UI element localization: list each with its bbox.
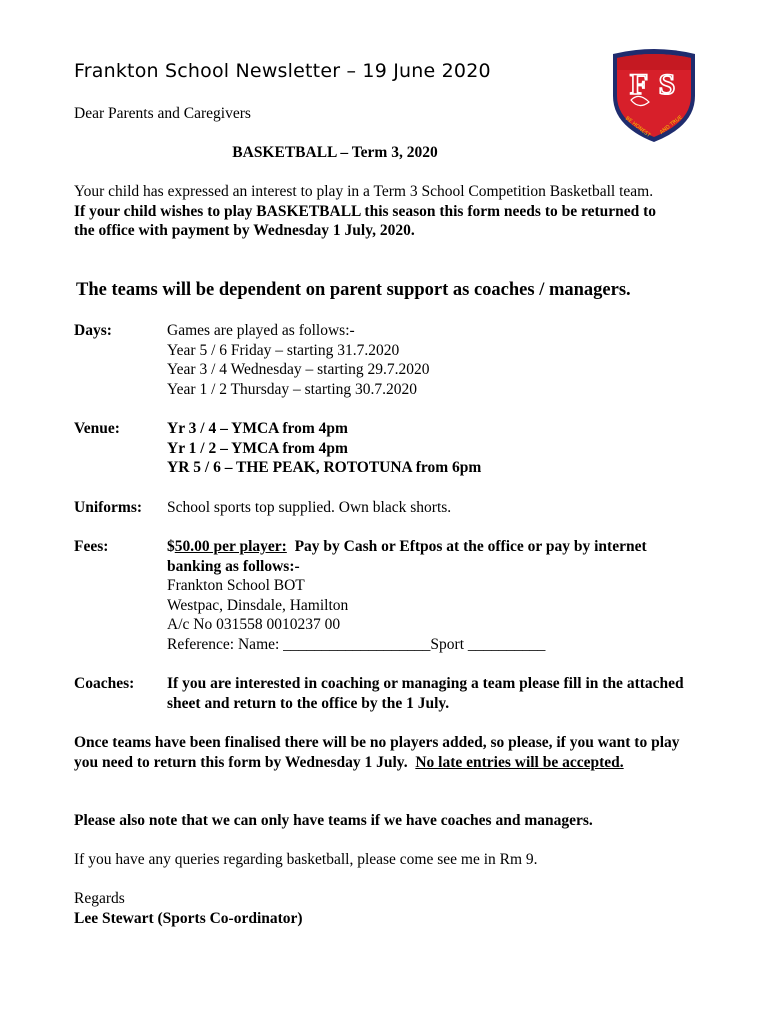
coaches-label: Coaches:: [74, 675, 135, 692]
coaches-text: If you are interested in coaching or managing a team please fill in the attached sheet and return to the office by the 1 July.: [167, 675, 684, 712]
teams-notice: The teams will be dependent on parent support as coaches / managers.: [76, 280, 631, 300]
fees-line: Frankton School BOT: [167, 577, 305, 595]
regards: Regards: [74, 890, 125, 907]
days-line: Year 1 / 2 Thursday – starting 30.7.2020: [167, 380, 417, 398]
days-values: [167, 321, 687, 399]
svg-text:F: F: [629, 68, 649, 101]
heading-text: BASKETBALL – Term 3, 2020: [232, 144, 438, 161]
venue-line: YR 5 / 6 – THE PEAK, ROTOTUNA from 6pm: [167, 459, 482, 477]
uniforms-text: School sports top supplied. Own black shorts.: [167, 499, 452, 516]
no-late-entries: No late entries will be accepted.: [415, 753, 624, 771]
greeting: Dear Parents and Caregivers: [74, 105, 251, 122]
svg-text:AND TRUE: AND TRUE: [658, 114, 684, 136]
intro-text: Your child has expressed an interest to play in a Term 3 School Competition Basketball team.: [74, 183, 654, 200]
coaches-note: Please also note that we can only have teams if we have coaches and managers.: [74, 812, 593, 829]
fees-line: A/c No 031558 0010237 00: [167, 616, 341, 634]
intro-bold-text: If your child wishes to play BASKETBALL this season this form needs to be returned to the office with payment by Wednesday 1 July, 2020.: [74, 202, 657, 240]
school-crest-logo: [609, 48, 699, 144]
page-title: Frankton School Newsletter – 19 June 2020: [74, 60, 491, 82]
fees-dollar: $: [167, 538, 175, 555]
uniforms-label: Uniforms:: [74, 499, 143, 516]
svg-text:BE HONEST: BE HONEST: [623, 115, 652, 139]
venue-line: Yr 3 / 4 – YMCA from 4pm: [167, 420, 348, 437]
fees-line: Westpac, Dinsdale, Hamilton: [167, 596, 349, 614]
fees-label: Fees:: [74, 538, 109, 555]
queries-text: If you have any queries regarding basketball, please come see me in Rm 9.: [74, 851, 538, 868]
section-heading: [0, 144, 770, 162]
final-notice: [74, 733, 694, 772]
venue-values: [167, 419, 687, 478]
venue-label: Venue:: [74, 420, 120, 437]
fees-payment-text: Pay by Cash or Eftpos at the office or pay by internet banking as follows:-: [167, 538, 647, 575]
days-line: Year 5 / 6 Friday – starting 31.7.2020: [167, 341, 400, 359]
signature: Lee Stewart (Sports Co-ordinator): [74, 910, 303, 927]
days-line: Year 3 / 4 Wednesday – starting 29.7.2020: [167, 361, 430, 379]
final-notice-text: Once teams have been finalised there will be no players added, so please, if you want to play you need to return this form by Wednesday 1 July.: [74, 734, 680, 771]
intro-paragraph: [74, 182, 674, 241]
fees-values: [167, 537, 687, 655]
venue-line: Yr 1 / 2 – YMCA from 4pm: [167, 439, 348, 457]
days-line: Games are played as follows:-: [167, 322, 355, 339]
svg-text:S: S: [658, 68, 676, 101]
days-label: Days:: [74, 322, 112, 339]
fees-reference-line: Reference: Name: ___________________Sport __________: [167, 635, 546, 653]
fees-payment: [167, 537, 687, 576]
fees-amount: 50.00 per player:: [174, 538, 287, 555]
